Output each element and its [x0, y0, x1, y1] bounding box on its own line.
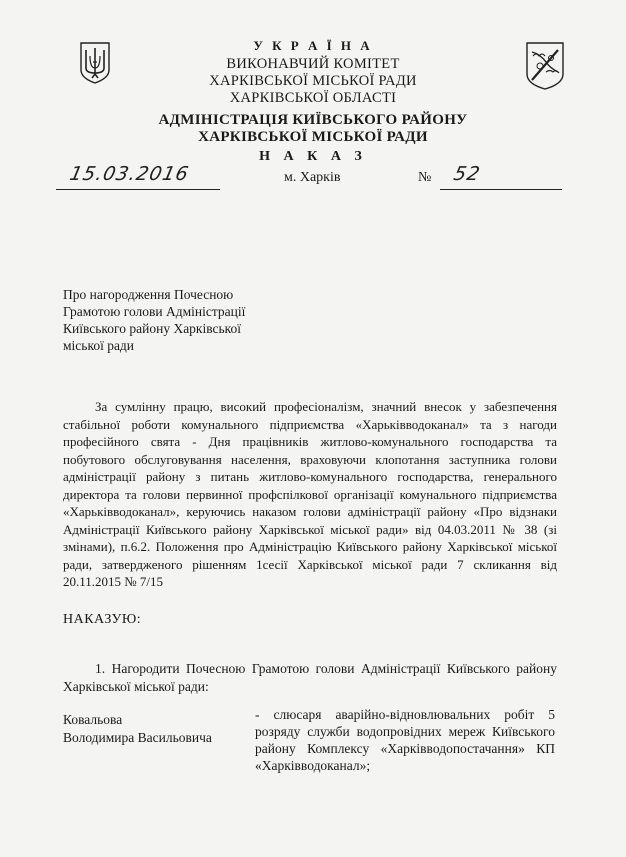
subject-line: Київського району Харківської	[63, 321, 242, 336]
document-type: Н А К А З	[259, 149, 367, 164]
awardee-name	[63, 711, 243, 747]
subject-line: Про нагородження Почесною	[63, 287, 234, 302]
handwritten-number: 52	[451, 163, 483, 185]
order-word: НАКАЗУЮ:	[63, 612, 142, 627]
committee-line: ХАРКІВСЬКОЇ ОБЛАСТІ	[229, 90, 397, 106]
date-field	[56, 163, 220, 190]
number-label: №	[418, 170, 432, 185]
committee-line: ВИКОНАВЧИЙ КОМІТЕТ	[226, 56, 400, 72]
awardee-given-names: Володимира Васильовича	[63, 730, 212, 745]
administration-line: АДМІНІСТРАЦІЯ КИЇВСЬКОГО РАЙОНУ	[158, 112, 468, 128]
administration-title	[0, 112, 626, 146]
order-subject	[63, 286, 283, 354]
administration-line: ХАРКІВСЬКОЇ МІСЬКОЇ РАДИ	[198, 129, 428, 145]
number-field	[440, 163, 562, 190]
preamble-text: За сумлінну працю, високий професіоналізм, значний внесок у забезпечення стабільної роботи комунального підприємства «Харьківводоканал» та з нагоди професійного свята - Дня працівників житлово-комунального господарства та побутового обслуговування населення, враховуючи клопотання заступника голови адміністрації району з питань житлово-комунального господарства, генерального директора та голови первинної профспілкової організації комунального підприємства «Харьківводоканал», керуючись наказом голови адміністрації району «Про відзнаки Адміністрації Київського району Харківської міської ради» від 04.03.2011 № 38 (зі змінами), п.6.2. Положення про Адміністрацію Київського району Харківської міської ради, затвердженого рішенням 1сесії Харківської міської ради 7 скликання від 20.11.2015 № 7/15	[63, 399, 557, 589]
awardee-position: - слюсаря аварійно-відновлювальних робіт 5 розряду служби водопровідних мереж Київського району Комплексу «Харківводопостачання» КП «Харківводоканал»;	[255, 707, 555, 773]
country-title: У К Р А Ї Н А	[253, 38, 373, 53]
order-item-text: 1. Нагородити Почесною Грамотою голови Адміністрації Київського району Харківської міської ради:	[63, 661, 557, 694]
preamble-paragraph	[63, 398, 557, 591]
order-item-1	[63, 660, 557, 696]
subject-line: Грамотою голови Адміністрації	[63, 304, 246, 319]
committee-title	[0, 56, 626, 107]
awardee-surname: Ковальова	[63, 712, 123, 727]
city-label: м. Харків	[284, 170, 341, 185]
committee-line: ХАРКІВСЬКОЇ МІСЬКОЇ РАДИ	[209, 73, 417, 89]
handwritten-date: 15.03.2016	[67, 163, 192, 185]
subject-line: міської ради	[63, 338, 135, 353]
